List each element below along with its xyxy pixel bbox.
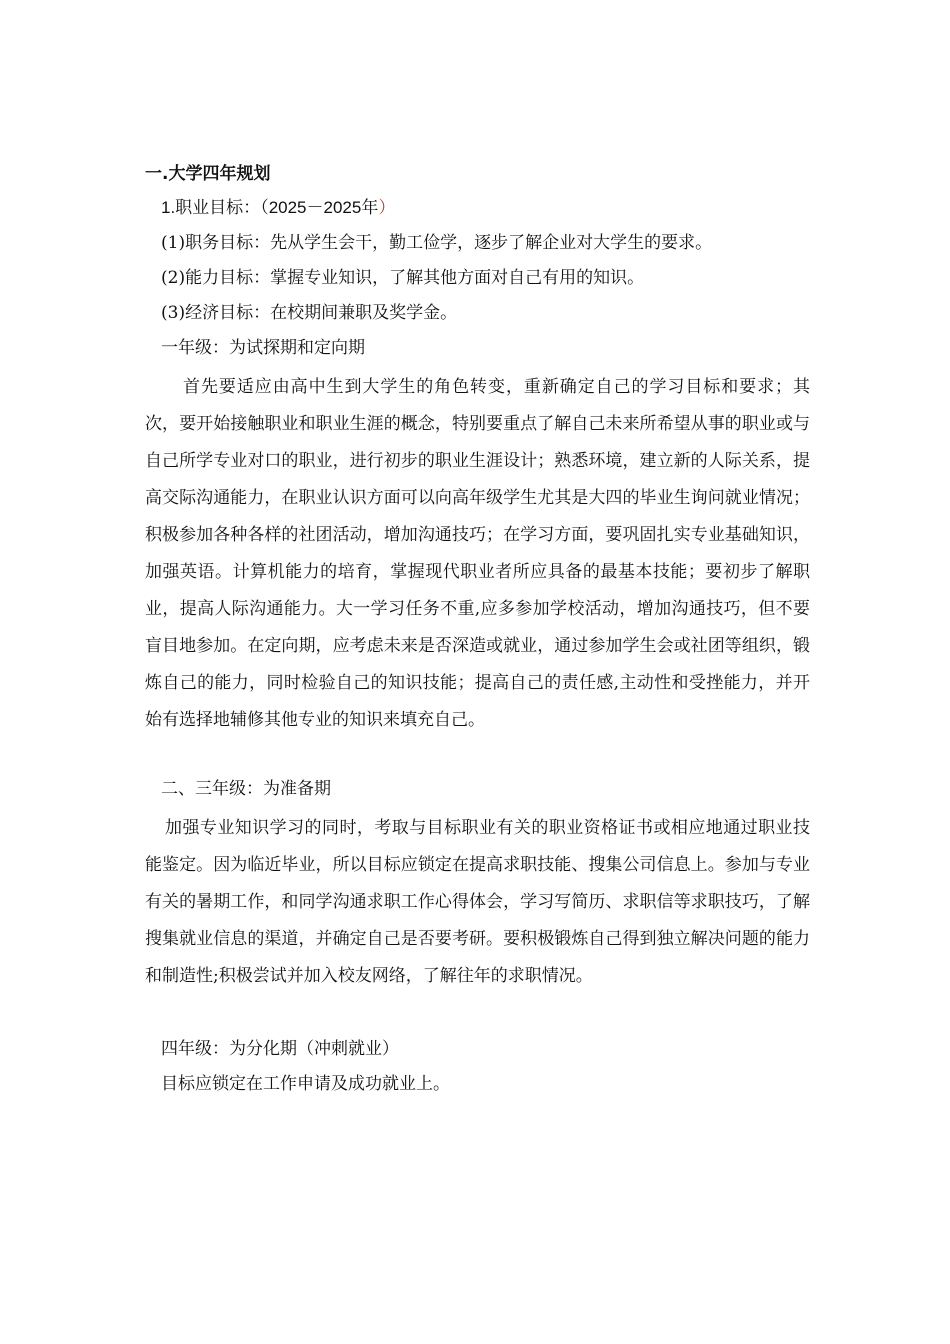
year1-body: 首先要适应由高中生到大学生的角色转变，重新确定自己的学习目标和要求；其次，要开始接触职业和职业生涯的概念，特别要重点了解自己未来所希望从事的职业或与自己所学专业对口的职业，进行初步的职业生涯设计；熟悉环境，建立新的人际关系，提高交际沟通能力，在职业认识方面可以向高年级学生尤其是大四的毕业生询问就业情况；积极参加各种各样的社团活动，增加沟通技巧；在学习方面，要巩固扎实专业基础知识，加强英语。计算机能力的培育，掌握现代职业者所应具备的最基本技能；要初步了解职业，提高人际沟通能力。大一学习任务不重,应多参加学校活动，增加沟通技巧，但不要盲目地参加。在定向期，应考虑未来是否深造或就业，通过参加学生会或社团等组织，锻炼自己的能力，同时检验自己的知识技能；提高自己的责任感,主动性和受挫能力，并开始有选择地辅修其他专业的知识来填充自己。 [145,377,810,730]
career-goal-label: 1.职业目标： [161,198,261,217]
spacer [145,739,810,775]
year4-heading: 四年级：为分化期（冲刺就业） [161,1039,399,1059]
document-content [145,160,810,1105]
career-goal-paren-close: ） [378,198,396,218]
career-goal-line [145,194,810,222]
economic-goal-line: (3)经济目标：在校期间兼职及奖学金。 [161,303,458,323]
year1-heading: 一年级：为试探期和定向期 [161,338,365,358]
spacer [145,995,810,1035]
year4-body: 目标应锁定在工作申请及成功就业上。 [161,1074,450,1094]
year3-body: 加强专业知识学习的同时，考取与目标职业有关的职业资格证书或相应地通过职业技能鉴定。因为临近毕业，所以目标应锁定在提高求职技能、搜集公司信息上。参加与专业有关的暑期工作，和同学沟通求职工作心得体会，学习写简历、求职信等求职技巧，了解搜集就业信息的渠道，并确定自己是否要考研。要积极锻炼自己得到独立解决问题的能力和制造性;积极尝试并加入校友网络，了解往年的求职情况。 [145,818,810,986]
ability-goal-line: (2)能力目标：掌握专业知识，了解其他方面对自己有用的知识。 [161,268,645,288]
career-goal-paren-open: （ [260,198,269,218]
section-title: 一.大学四年规划 [145,164,271,184]
career-goal-unit: 年 [361,198,379,218]
duty-goal-line: (1)职务目标：先从学生会干，勤工俭学，逐步了解企业对大学生的要求。 [161,233,713,253]
career-goal-range: 2025－2025 [268,198,362,217]
year3-heading: 二、三年级：为准备期 [161,779,331,799]
